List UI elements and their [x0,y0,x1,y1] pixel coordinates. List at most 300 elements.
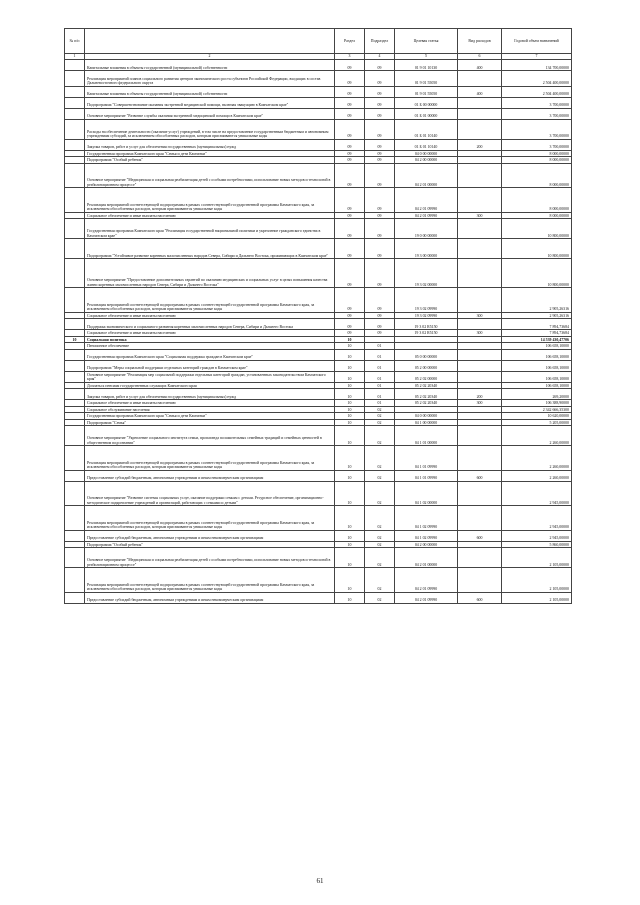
row-amount: 14 539 430,47706 [502,336,572,343]
row-number [65,426,85,446]
row-expense-type [458,319,502,330]
row-section: 10 [335,426,365,446]
row-expense-type: 600 [458,530,502,541]
row-target-article: 01 Б 01 10140 [395,139,458,150]
row-subsection: 02 [365,592,395,603]
row-section: 09 [335,312,365,319]
header-annual-volume: Годовой объем назначений [502,29,572,54]
row-amount: 2 945,00000 [502,506,572,531]
row-name: Социальное обеспечение и иные выплаты населению [85,312,335,319]
row-subsection: 02 [365,481,395,506]
row-name: Основное мероприятие "Медицинская и социальная реабилитация детей с особыми потребностями, использование новых методов и технологий в реабилитационном процессе" [85,163,335,188]
row-subsection: 02 [365,541,395,548]
row-name: Закупка товаров, работ и услуг для обеспечения государственных (муниципальных) нужд [85,389,335,400]
row-subsection: 09 [365,239,395,259]
row-number [65,108,85,119]
row-subsection: 09 [365,212,395,219]
row-section: 10 [335,371,365,382]
row-section: 10 [335,400,365,407]
table-row [65,389,572,400]
row-target-article: 01 Б 00 00000 [395,97,458,108]
row-amount: 2 260,00000 [502,446,572,471]
row-amount: 8 000,00000 [502,212,572,219]
row-target-article: 04 2 00 00000 [395,157,458,164]
row-number [65,371,85,382]
table-row [65,506,572,531]
row-section: 09 [335,150,365,157]
row-section: 09 [335,97,365,108]
row-number [65,470,85,481]
row-section: 09 [335,219,365,239]
row-target-article: 19 3 02 09990 [395,312,458,319]
row-subsection: 02 [365,419,395,426]
row-expense-type: 400 [458,86,502,97]
header-expense-type: Вид расходов [458,29,502,54]
row-section: 09 [335,71,365,87]
row-expense-type [458,288,502,313]
row-number [65,239,85,259]
row-name: Подпрограмма "Особый ребенок" [85,541,335,548]
row-name: Подпрограмма "Совершенствование оказания экстренной медицинской помощи, включая эвакуацию в Камчатском крае" [85,97,335,108]
row-subsection: 09 [365,119,395,139]
header-subsection: Подраздел [365,29,395,54]
row-name: Поддержка экономического и социального развития коренных малочисленных народов Севера, Сибири и Дальнего Востока [85,319,335,330]
row-amount: 3 700,00000 [502,97,572,108]
row-target-article: 05 0 00 00000 [395,349,458,360]
row-target-article: 19 3 02 R5150 [395,330,458,337]
table-row [65,60,572,71]
row-expense-type [458,219,502,239]
row-expense-type: 400 [458,60,502,71]
row-number [65,71,85,87]
row-section: 10 [335,413,365,420]
table-row [65,97,572,108]
row-name: Основное мероприятие "Предоставление дополнительных гарантий по оказанию медицинских и социальных услуг в целях повышения качества жизни коренных малочисленных народов Севера, Сибири и Дальнего Востока" [85,259,335,288]
row-amount: 2 905,26316 [502,312,572,319]
row-section: 10 [335,389,365,400]
row-name: Подпрограмма "Особый ребенок" [85,157,335,164]
row-section: 10 [335,406,365,413]
column-number: 1 [65,54,85,60]
row-target-article: 04 1 02 00000 [395,481,458,506]
row-section: 09 [335,157,365,164]
row-target-article: 05 2 02 00000 [395,371,458,382]
table-row [65,188,572,213]
row-amount: 2 504 400,00000 [502,71,572,87]
row-name: Социальное обслуживание населения [85,406,335,413]
row-target-article: 04 2 01 09990 [395,188,458,213]
row-amount: 8 000,00000 [502,150,572,157]
row-target-article: 04 2 01 00000 [395,548,458,568]
row-number [65,60,85,71]
row-target-article: 04 2 01 09990 [395,592,458,603]
row-subsection: 09 [365,60,395,71]
row-number [65,259,85,288]
row-target-article: 05 2 00 00000 [395,360,458,371]
row-amount: 10 620,00000 [502,413,572,420]
row-name: Подпрограмма "Меры социальной поддержки отдельных категорий граждан в Камчатском крае" [85,360,335,371]
row-section: 10 [335,336,365,343]
table-row [65,530,572,541]
row-amount: 269,20000 [502,389,572,400]
table-row [65,288,572,313]
row-amount: 134 700,00000 [502,60,572,71]
table-row [65,119,572,139]
row-expense-type [458,259,502,288]
row-subsection: 09 [365,188,395,213]
row-expense-type [458,446,502,471]
row-subsection: 09 [365,219,395,239]
table-header-row [65,29,572,54]
row-subsection: 09 [365,330,395,337]
row-target-article: 04 1 00 00000 [395,419,458,426]
row-expense-type: 300 [458,400,502,407]
row-target-article: 04 1 01 09990 [395,446,458,471]
row-target-article: 01 9 01 55050 [395,71,458,87]
row-subsection: 02 [365,426,395,446]
row-name: Основное мероприятие "Реализация мер социальной поддержки отдельных категорий граждан, установленных законодательством Камчатского края" [85,371,335,382]
row-section: 09 [335,163,365,188]
row-amount: 2 260,00000 [502,426,572,446]
row-number [65,288,85,313]
row-amount: 8 000,00000 [502,188,572,213]
row-section: 10 [335,506,365,531]
row-subsection: 09 [365,108,395,119]
row-target-article: 04 2 00 00000 [395,541,458,548]
row-subsection: 02 [365,413,395,420]
row-number [65,446,85,471]
row-name: Социальное обеспечение и иные выплаты населению [85,330,335,337]
row-subsection: 02 [365,568,395,593]
row-expense-type [458,188,502,213]
row-section: 10 [335,360,365,371]
row-section: 10 [335,481,365,506]
table-row [65,259,572,288]
table-row [65,163,572,188]
row-subsection: 02 [365,470,395,481]
row-target-article: 04 2 01 09990 [395,568,458,593]
row-target-article: 04 1 02 09990 [395,530,458,541]
header-no: № п/п [65,29,85,54]
row-number [65,360,85,371]
row-number [65,506,85,531]
row-name: Государственная программа Камчатского края "Реализация государственной национальной политики и укрепление гражданского единства в Камчатском крае" [85,219,335,239]
row-amount: 2 905,26316 [502,288,572,313]
row-target-article: 19 3 02 09990 [395,288,458,313]
row-expense-type [458,71,502,87]
row-amount: 5 860,00000 [502,541,572,548]
row-expense-type [458,239,502,259]
row-name: Подпрограмма "Устойчивое развитие коренных малочисленных народов Севера, Сибири и Дальнего Востока, проживающих в Камчатском крае" [85,239,335,259]
row-expense-type [458,360,502,371]
row-subsection: 09 [365,312,395,319]
table-row [65,446,572,471]
table-row [65,349,572,360]
row-expense-type [458,371,502,382]
row-name: Реализация мероприятий соответствующей подпрограммы в рамках соответствующей государственной программы Камчатского края, за исключением обособленных расходов, которым присваиваются уникальные коды [85,446,335,471]
row-subsection: 09 [365,150,395,157]
row-subsection: 09 [365,157,395,164]
row-amount: 106 658,10000 [502,360,572,371]
row-number [65,592,85,603]
column-number: 6 [458,54,502,60]
row-name: Реализация мероприятий планов социального развития центров экономического роста субъектов Российской Федерации, входящих в состав Дальневосточного федерального округа [85,71,335,87]
row-number [65,163,85,188]
column-number: 3 [335,54,365,60]
row-name: Закупка товаров, работ и услуг для обеспечения государственных (муниципальных) нужд [85,139,335,150]
column-number: 2 [85,54,335,60]
row-amount: 8 000,00000 [502,157,572,164]
row-amount: 3 700,00000 [502,139,572,150]
row-target-article: 01 Б 01 00000 [395,108,458,119]
row-target-article: 04 1 02 09990 [395,506,458,531]
column-number: 5 [395,54,458,60]
row-section: 09 [335,330,365,337]
row-subsection: 02 [365,530,395,541]
row-subsection: 09 [365,139,395,150]
row-name: Социальное обеспечение и иные выплаты населению [85,212,335,219]
row-expense-type: 300 [458,212,502,219]
row-section: 09 [335,319,365,330]
row-target-article: 04 1 01 00000 [395,426,458,446]
row-expense-type [458,426,502,446]
row-section: 09 [335,212,365,219]
row-name: Государственная программа Камчатского края "Социальная поддержка граждан в Камчатском крае" [85,349,335,360]
row-amount: 106 658,10000 [502,371,572,382]
row-expense-type [458,97,502,108]
row-target-article: 04 0 00 00000 [395,150,458,157]
row-name: Государственная программа Камчатского края "Семья и дети Камчатки" [85,413,335,420]
row-expense-type [458,119,502,139]
row-subsection: 01 [365,389,395,400]
row-section: 10 [335,470,365,481]
row-subsection: 01 [365,400,395,407]
row-amount: 2 945,00000 [502,530,572,541]
row-number [65,389,85,400]
row-amount: 3 700,00000 [502,108,572,119]
row-target-article: 04 1 01 09990 [395,470,458,481]
row-number [65,548,85,568]
column-number: 4 [365,54,395,60]
row-name: Предоставление субсидий бюджетным, автономным учреждениям и иным некоммерческим организациям [85,592,335,603]
row-target-article: 19 3 02 R5150 [395,319,458,330]
table-row [65,548,572,568]
row-name: Государственная программа Камчатского края "Семья и дети Камчатки" [85,150,335,157]
row-subsection: 02 [365,446,395,471]
row-subsection: 01 [365,343,395,350]
row-subsection: 02 [365,548,395,568]
row-name: Основное мероприятие "Развитие службы оказания экстренной медицинской помощи в Камчатском крае" [85,108,335,119]
row-name: Социальное обеспечение и иные выплаты населению [85,400,335,407]
row-target-article: 05 2 02 20340 [395,389,458,400]
header-name [85,29,335,54]
row-amount: 2 105,00000 [502,592,572,603]
table-row [65,568,572,593]
budget-table [64,28,572,604]
row-amount: 7 894,73684 [502,330,572,337]
row-amount: 7 894,73684 [502,319,572,330]
row-amount: 10 800,00000 [502,219,572,239]
row-name: Подпрограмма "Семья" [85,419,335,426]
table-row [65,319,572,330]
row-name: Реализация мероприятий соответствующей подпрограммы в рамках соответствующей государственной программы Камчатского края, за исключением обособленных расходов, которым присваиваются уникальные коды [85,568,335,593]
row-target-article: 05 2 02 20340 [395,382,458,389]
row-target-article: 04 2 01 00000 [395,163,458,188]
row-number [65,319,85,330]
row-subsection: 01 [365,360,395,371]
row-expense-type: 200 [458,139,502,150]
table-row [65,139,572,150]
row-expense-type: 600 [458,592,502,603]
row-expense-type: 600 [458,470,502,481]
row-section: 09 [335,86,365,97]
row-name: Реализация мероприятий соответствующей подпрограммы в рамках соответствующей государственной программы Камчатского края, за исключением обособленных расходов, которым присваиваются уникальные коды [85,506,335,531]
table-row [65,239,572,259]
row-name: Предоставление субсидий бюджетным, автономным учреждениям и иным некоммерческим организациям [85,470,335,481]
table-row [65,481,572,506]
row-expense-type [458,481,502,506]
row-expense-type: 200 [458,389,502,400]
row-number [65,188,85,213]
row-target-article: 01 9 01 10130 [395,60,458,71]
row-name: Капитальные вложения в объекты государственной (муниципальной) собственности [85,60,335,71]
row-section: 10 [335,592,365,603]
row-amount: 2 105,00000 [502,548,572,568]
row-name: Основное мероприятие "Развитие системы социальных услуг, оказание поддержки семьям с детьми. Ресурсное обеспечение, организационно-методическое подкрепление учреждений и организаций, работающих с семьями и детьми" [85,481,335,506]
row-subsection: 01 [365,371,395,382]
row-expense-type [458,548,502,568]
table-row [65,86,572,97]
row-amount: 106 658,10000 [502,349,572,360]
row-number [65,481,85,506]
row-amount: 2 342 666,35300 [502,406,572,413]
row-subsection: 01 [365,382,395,389]
row-amount: 8 000,00000 [502,163,572,188]
row-section: 09 [335,108,365,119]
row-target-article: 01 Б 01 10140 [395,119,458,139]
table-row [65,371,572,382]
row-amount: 10 800,00000 [502,259,572,288]
row-section: 09 [335,60,365,71]
row-expense-type: 300 [458,330,502,337]
row-target-article: 04 0 00 00000 [395,413,458,420]
row-section: 10 [335,349,365,360]
row-subsection: 02 [365,506,395,531]
table-row [65,108,572,119]
row-number [65,119,85,139]
row-number: 10 [65,336,85,343]
row-section: 10 [335,382,365,389]
row-section: 09 [335,188,365,213]
row-section: 09 [335,119,365,139]
row-subsection: 01 [365,349,395,360]
row-target-article: 01 9 01 55050 [395,86,458,97]
row-expense-type [458,163,502,188]
row-expense-type [458,108,502,119]
table-row [65,592,572,603]
row-name: Доплаты к пенсиям государственных служащих Камчатского края [85,382,335,389]
header-section: Раздел [335,29,365,54]
row-subsection: 09 [365,71,395,87]
row-section: 10 [335,548,365,568]
row-section: 10 [335,343,365,350]
row-subsection: 09 [365,163,395,188]
header-target-article: Целевая статья [395,29,458,54]
row-amount: 106 388,90000 [502,400,572,407]
row-name: Реализация мероприятий соответствующей подпрограммы в рамках соответствующей государственной программы Камчатского края, за исключением обособленных расходов, которым присваиваются уникальные коды [85,188,335,213]
row-number [65,530,85,541]
row-subsection: 09 [365,319,395,330]
row-subsection: 02 [365,406,395,413]
row-amount: 2 105,00000 [502,568,572,593]
row-amount: 2 504 400,00000 [502,86,572,97]
row-section: 10 [335,530,365,541]
row-amount: 2 260,00000 [502,470,572,481]
row-name: Пенсионное обеспечение [85,343,335,350]
row-target-article: 19 3 00 00000 [395,239,458,259]
row-name: Реализация мероприятий соответствующей подпрограммы в рамках соответствующей государственной программы Камчатского края, за исключением обособленных расходов, которым присваиваются уникальные коды [85,288,335,313]
table-row [65,219,572,239]
row-section: 10 [335,446,365,471]
row-number [65,219,85,239]
row-name: Предоставление субсидий бюджетным, автономным учреждениям и иным некоммерческим организациям [85,530,335,541]
page-number: 61 [316,877,324,885]
row-number [65,86,85,97]
row-name: Социальная политика [85,336,335,343]
row-number [65,139,85,150]
row-amount: 3 700,00000 [502,119,572,139]
row-expense-type [458,506,502,531]
table-row [65,426,572,446]
row-target-article: 05 2 02 20340 [395,400,458,407]
row-amount: 5 205,00000 [502,419,572,426]
row-subsection: 09 [365,288,395,313]
table-body [65,60,572,604]
table-row [65,360,572,371]
row-amount: 106 658,10000 [502,343,572,350]
row-target-article: 19 0 00 00000 [395,219,458,239]
row-subsection: 09 [365,259,395,288]
row-expense-type [458,349,502,360]
row-number [65,97,85,108]
row-section: 09 [335,239,365,259]
row-target-article: 04 2 01 09990 [395,212,458,219]
row-expense-type: 300 [458,312,502,319]
row-name: Расходы на обеспечение деятельности (оказание услуг) учреждений, в том числе на предоставление государственным бюджетным и автономным учреждениям субсидий, за исключением обособленных расходов, которым присваиваются уникальные коды [85,119,335,139]
row-expense-type [458,568,502,593]
row-name: Основное мероприятие "Укрепление социального института семьи, пропаганда положительных семейных традиций и семейных ценностей в общественном подсознании" [85,426,335,446]
row-section: 10 [335,541,365,548]
row-section: 10 [335,419,365,426]
row-number [65,349,85,360]
row-number [65,568,85,593]
column-number: 7 [502,54,572,60]
row-amount: 2 945,00000 [502,481,572,506]
row-section: 09 [335,139,365,150]
row-amount: 10 800,00000 [502,239,572,259]
row-section: 09 [335,259,365,288]
table-row [65,470,572,481]
table-row [65,71,572,87]
row-section: 10 [335,568,365,593]
row-amount: 106 658,10000 [502,382,572,389]
row-name: Капитальные вложения в объекты государственной (муниципальной) собственности [85,86,335,97]
row-name: Основное мероприятие "Медицинская и социальная реабилитация детей с особыми потребностями, использование новых методов и технологий в реабилитационном процессе" [85,548,335,568]
row-section: 09 [335,288,365,313]
row-subsection: 09 [365,97,395,108]
row-subsection: 09 [365,86,395,97]
row-target-article: 19 3 02 00000 [395,259,458,288]
